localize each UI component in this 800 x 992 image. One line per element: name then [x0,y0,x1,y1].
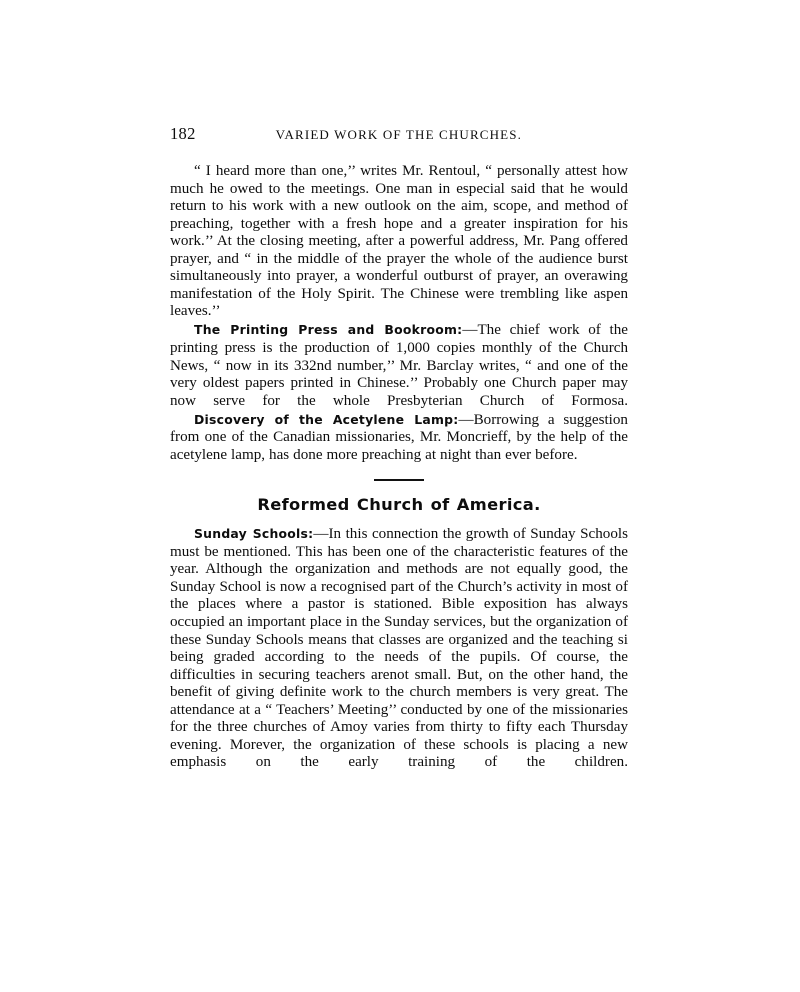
horizontal-rule-icon [374,479,424,481]
paragraph-printing-press-text: —The chief work of the printing press is the production of 1,000 copies monthly of the Church News, “ now in its 332nd number,’’ Mr. Barclay writes, “ and one of the very oldest papers printed in Chinese.’’ Probably one Church paper may now serve for the whole Presbyterian Church of Formosa. [170,322,628,409]
paragraph-acetylene-lamp-text: —Borrowing a suggestion from one of the Canadian missionaries, Mr. Moncrieff, by the help of the acetylene lamp, has done more preaching at night than ever before. [170,411,628,463]
paragraph-rentoul-quote: “ I heard more than one,’’ writes Mr. Rentoul, “ personally attest how much he owed to the meetings. One man in especial said that he would return to his work with a new outlook on the aim, scope, and method of preaching, together with a fresh hope and a greater inspiration for his work.’’ At the closing meeting, after a powerful address, Mr. Pang offered prayer, and “ in the middle of the prayer the whole of the audience burst simultaneously into prayer, a wonderful outburst of prayer, an overawing manifestation of the Holy Spirit. The Chinese were trembling like aspen leaves.’’ [170,163,628,320]
runin-heading-sunday-schools: Sunday Schools: [194,526,314,542]
paragraph-sunday-schools [170,525,628,772]
runin-heading-acetylene-lamp: Discovery of the Acetylene Lamp: [194,411,459,427]
text-block [170,163,628,772]
running-head [170,124,628,144]
section-heading: Reformed Church of America. [257,495,541,515]
paragraph-acetylene-lamp [170,411,628,465]
paragraph-sunday-schools-text: —In this connection the growth of Sunday Schools must be mentioned. This has been one of the characteristic features of the year. Although the organization and methods are not equally good, the Sunday School is now a recognised part of the Church’s activity in most of the places where a pastor is stationed. Bible exposition has always occupied an important place in the Sunday services, but the organization of these Sunday Schools means that classes are organized and the teaching si being graded according to the needs of the pupils. Of course, the difficulties in securing teachers arenot small. But, on the other hand, the benefit of giving definite work to the church members is very great. The attendance at a “ Teachers’ Meeting’’ conducted by one of the missionaries for the three churches of Amoy varies from thirty to fifty each Thursday evening. Morever, the organization of these schools is placing a new emphasis on the early training of the children. [170,526,628,771]
section-divider [170,477,628,481]
paragraph-printing-press [170,321,628,410]
runin-heading-printing-press: The Printing Press and Bookroom: [194,322,463,338]
running-head-title: VARIED WORK OF THE CHURCHES. [275,127,523,142]
page-number: 182 [170,124,196,143]
